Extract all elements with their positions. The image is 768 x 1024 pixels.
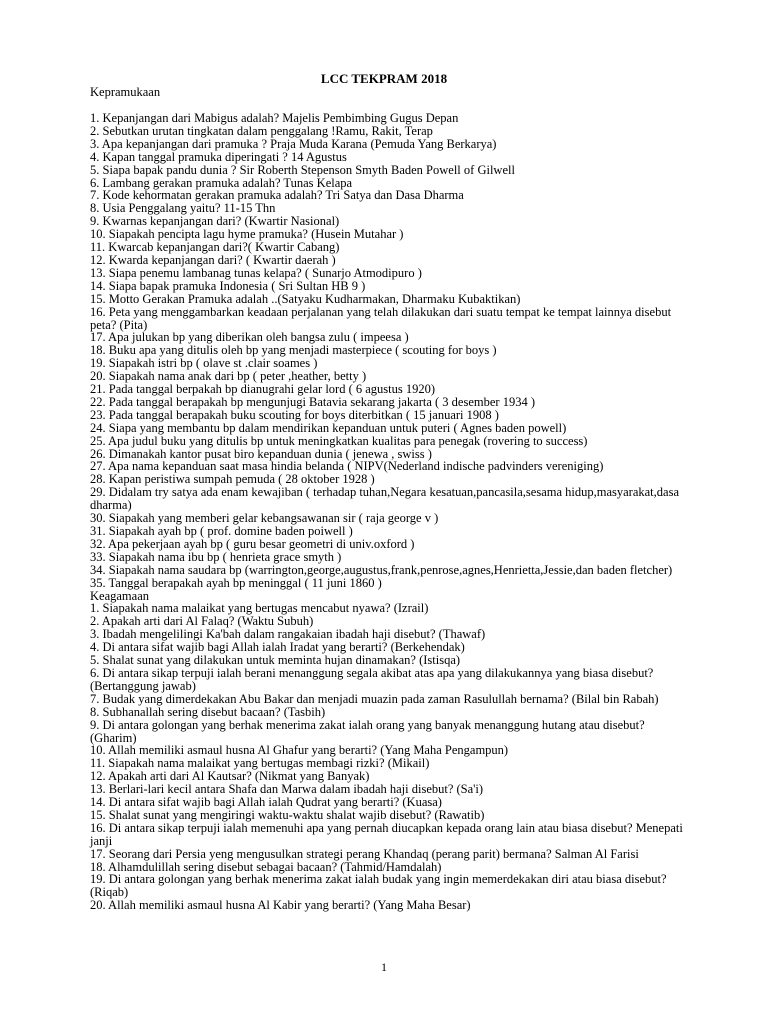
text-line: 13. Berlari-lari kecil antara Shafa dan Marwa dalam ibadah haji disebut? (Sa'i)	[90, 782, 484, 797]
text-line: 15. Motto Gerakan Pramuka adalah ..(Satyaku Kudharmakan, Dharmaku Kubaktikan)	[90, 291, 521, 306]
text-line: 4. Kapan tanggal pramuka diperingati ? 14 Agustus	[90, 149, 347, 164]
text-line: 8. Usia Penggalang yaitu? 11-15 Thn	[90, 201, 276, 216]
text-line: 17. Seorang dari Persia yeng mengusulkan strategi perang Khandaq (perang parit) bermana? Salman Al Farisi	[90, 846, 639, 861]
text-line: 19. Di antara golongan yang berhak menerima zakat ialah budak yang ingin memerdekakan diri atau biasa disebut? (Riqab)	[90, 872, 667, 900]
text-line: 5. Shalat sunat yang dilakukan untuk meminta hujan dinamakan? (Istisqa)	[90, 653, 461, 668]
text-line: 7. Budak yang dimerdekakan Abu Bakar dan menjadi muazin pada zaman Rasulullah bernama? (Bilal bin Rabah)	[90, 691, 659, 706]
text-line: 16. Di antara sikap terpuji ialah memenuhi apa yang pernah diucapkan kepada orang lain atau biasa disebut? Menepati janji	[90, 820, 683, 848]
text-line: 5. Siapa bapak pandu dunia ? Sir Roberth Stepenson Smyth Baden Powell of Gilwell	[90, 162, 515, 177]
text-line: 17. Apa julukan bp yang diberikan oleh bangsa zulu ( impeesa )	[90, 330, 409, 345]
text-line: 28. Kapan peristiwa sumpah pemuda ( 28 oktober 1928 )	[90, 472, 375, 487]
text-line: 12. Apakah arti dari Al Kautsar? (Nikmat yang Banyak)	[90, 769, 370, 784]
text-line: 6. Di antara sikap terpuji ialah berani menanggung segala akibat atas apa yang dilakukannya yang biasa disebut? (Bertanggung jawab)	[90, 665, 654, 693]
text-line: 25. Apa judul buku yang ditulis bp untuk meningkatkan kualitas para penegak (rovering to success)	[90, 433, 588, 448]
text-line: 33. Siapakah nama ibu bp ( henrieta grace smyth )	[90, 549, 342, 564]
text-line: 27. Apa nama kepanduan saat masa hindia belanda ( NIPV(Nederland indische padvinders vereniging)	[90, 459, 604, 474]
text-line: 23. Pada tanggal berapakah buku scouting for boys diterbitkan ( 15 januari 1908 )	[90, 407, 499, 422]
section-heading: Kepramukaan	[90, 85, 161, 99]
text-line: 19. Siapakah istri bp ( olave st .clair soames )	[90, 356, 318, 371]
text-line: 1. Kepanjangan dari Mabigus adalah? Majelis Pembimbing Gugus Depan	[90, 111, 459, 125]
document-body	[90, 112, 690, 912]
text-line: 1. Siapakah nama malaikat yang bertugas mencabut nyawa? (Izrail)	[90, 601, 429, 616]
text-line: 8. Subhanallah sering disebut bacaan? (Tasbih)	[90, 704, 326, 719]
text-line: 9. Kwarnas kepanjangan dari? (Kwartir Nasional)	[90, 214, 340, 229]
text-line: 14. Siapa bapak pramuka Indonesia ( Sri Sultan HB 9 )	[90, 278, 366, 293]
text-line: 10. Siapakah pencipta lagu hyme pramuka? (Husein Mutahar )	[90, 227, 404, 242]
text-line: 29. Didalam try satya ada enam kewajiban ( terhadap tuhan,Negara kesatuan,pancasila,sesama hidup,masyarakat,dasa dharma)	[90, 485, 679, 513]
text-line: 18. Alhamdulillah sering disebut sebagai bacaan? (Tahmid/Hamdalah)	[90, 859, 442, 874]
text-line: 13. Siapa penemu lambanag tunas kelapa? ( Sunarjo Atmodipuro )	[90, 265, 422, 280]
text-line: 35. Tanggal berapakah ayah bp meninggal ( 11 juni 1860 )	[90, 575, 382, 590]
text-line: 31. Siapakah ayah bp ( prof. domine baden poiwell )	[90, 524, 353, 538]
text-line: 11. Siapakah nama malaikat yang bertugas membagi rizki? (Mikail)	[90, 756, 430, 771]
text-line: 14. Di antara sifat wajib bagi Allah ialah Qudrat yang berarti? (Kuasa)	[90, 795, 442, 810]
text-line: 20. Allah memiliki asmaul husna Al Kabir yang berarti? (Yang Maha Besar)	[90, 898, 471, 913]
text-line: 12. Kwarda kepanjangan dari? ( Kwartir daerah )	[90, 252, 336, 267]
text-line: 9. Di antara golongan yang berhak menerima zakat ialah orang yang banyak menanggung hutang atau disebut? (Gharim)	[90, 717, 645, 745]
text-line: 22. Pada tanggal berapakah bp mengunjugi Batavia sekarang jakarta ( 3 desember 1934 )	[90, 394, 535, 409]
text-line: 3. Ibadah mengelilingi Ka'bah dalam rangakaian ibadah haji disebut? (Thawaf)	[90, 627, 486, 642]
text-line: 20. Siapakah nama anak dari bp ( peter ,heather, betty )	[90, 369, 367, 384]
text-line: 30. Siapakah yang memberi gelar kebangsawanan sir ( raja george v )	[90, 511, 439, 526]
text-line: 2. Apakah arti dari Al Falaq? (Waktu Subuh)	[90, 614, 314, 629]
text-line: 2. Sebutkan urutan tingkatan dalam penggalang !Ramu, Rakit, Terap	[90, 123, 433, 138]
text-line: 32. Apa pekerjaan ayah bp ( guru besar geometri di univ.oxford )	[90, 536, 415, 551]
text-line: 11. Kwarcab kepanjangan dari?( Kwartir Cabang)	[90, 240, 340, 255]
text-line: 6. Lambang gerakan pramuka adalah? Tunas Kelapa	[90, 175, 353, 190]
text-line: 3. Apa kepanjangan dari pramuka ? Praja Muda Karana (Pemuda Yang Berkarya)	[90, 136, 497, 151]
text-line: 7. Kode kehormatan gerakan pramuka adalah? Tri Satya dan Dasa Dharma	[90, 188, 464, 203]
page-number: 1	[381, 960, 387, 974]
text-line: Keagamaan	[90, 588, 149, 603]
text-line: 24. Siapa yang membantu bp dalam mendirikan kepanduan untuk puteri ( Agnes baden powell)	[90, 420, 567, 435]
text-line: 18. Buku apa yang ditulis oleh bp yang menjadi masterpiece ( scouting for boys )	[90, 343, 497, 358]
text-line: 10. Allah memiliki asmaul husna Al Ghafur yang berarti? (Yang Maha Pengampun)	[90, 743, 509, 758]
text-line: 16. Peta yang menggambarkan keadaan perjalanan yang telah dilakukan dari suatu tempat ke tempat lainnya disebut peta? (Pita)	[90, 304, 672, 332]
text-line: 15. Shalat sunat yang mengiringi waktu-waktu shalat wajib disebut? (Rawatib)	[90, 807, 485, 822]
text-line: 21. Pada tanggal berpakah bp dianugrahi gelar lord ( 6 agustus 1920)	[90, 382, 436, 397]
document-title: LCC TEKPRAM 2018	[320, 71, 448, 86]
text-line: 4. Di antara sifat wajib bagi Allah ialah Iradat yang berarti? (Berkehendak)	[90, 640, 465, 655]
text-line: 34. Siapakah nama saudara bp (warrington,george,augustus,frank,penrose,agnes,Henrietta,Jessie,dan baden fletcher)	[90, 562, 673, 577]
text-line: 26. Dimanakah kantor pusat biro kepanduan dunia ( jenewa , swiss )	[90, 446, 432, 461]
